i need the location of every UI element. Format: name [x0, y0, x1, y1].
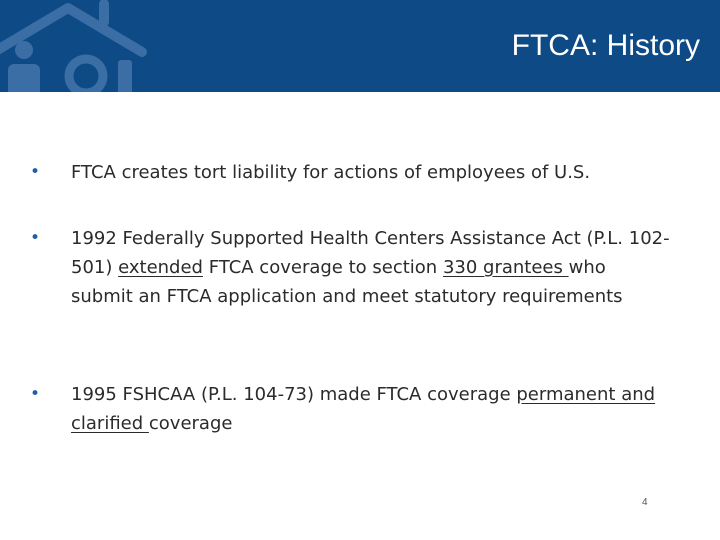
- underlined-segment: 330 grantees: [442, 257, 569, 278]
- bullet-text: [71, 380, 670, 438]
- bullet-dot-icon: •: [30, 162, 41, 182]
- bullet-text: [71, 224, 670, 311]
- bullet-segment: 1992 Federally Supported Health Centers Assistance Act (P.L. 102-501): [71, 228, 670, 278]
- bullet-segment: who submit an FTCA application and meet statutory requirements: [71, 257, 623, 307]
- bullet-segment: 1995 FSHCAA (P.L. 104-73) made FTCA coverage: [71, 384, 517, 405]
- bullet-segment: FTCA creates tort liability for actions of employees of U.S.: [71, 162, 591, 183]
- bullet-item: [30, 224, 670, 311]
- bullet-text: [71, 158, 670, 187]
- page-number: 4: [642, 497, 648, 508]
- bullet-item: [30, 158, 670, 187]
- bullet-dot-icon: •: [30, 384, 41, 404]
- underlined-segment: extended: [118, 257, 203, 278]
- bullet-item: [30, 380, 670, 438]
- underlined-segment: permanent and clarified: [71, 384, 656, 434]
- slide-title: FTCA: History: [511, 29, 700, 62]
- bullet-segment: FTCA coverage to section: [203, 257, 443, 278]
- bullet-dot-icon: •: [30, 228, 41, 248]
- bullet-segment: coverage: [148, 413, 233, 434]
